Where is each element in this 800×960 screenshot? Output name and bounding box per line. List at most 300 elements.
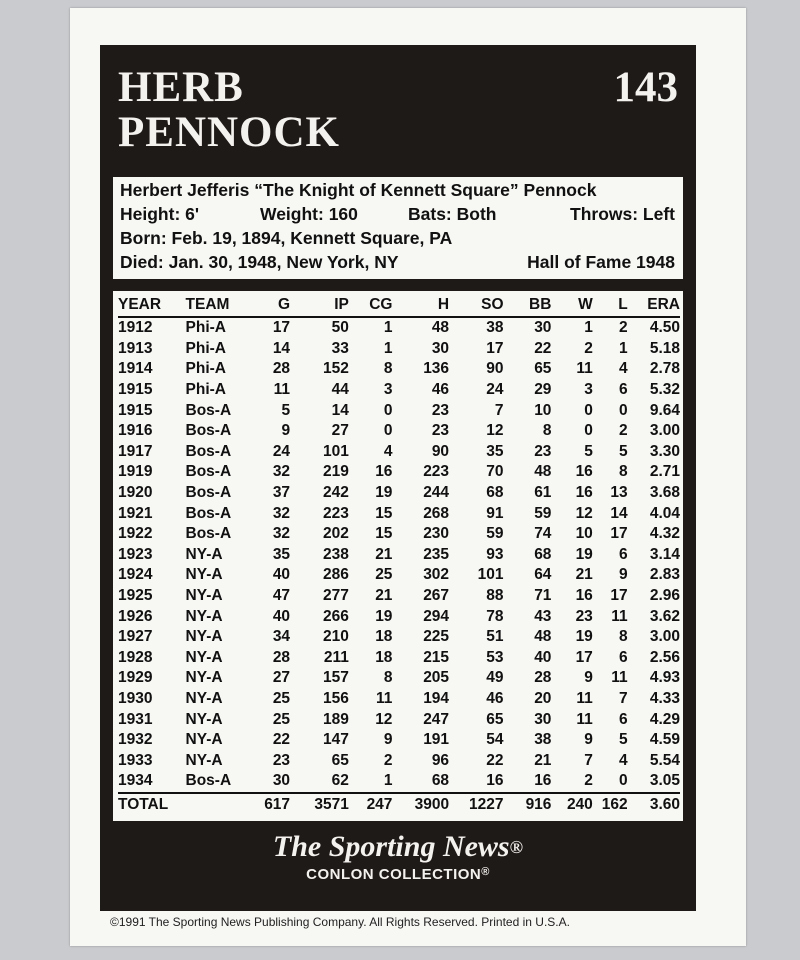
cell-h: 244	[423, 484, 450, 502]
table-row	[118, 627, 680, 648]
cell-cg: 2	[383, 751, 393, 769]
cell-l: 6	[619, 545, 628, 563]
cell-g: 25	[272, 689, 291, 707]
cell-era: 3.05	[649, 772, 680, 790]
cell-w: 17	[575, 648, 593, 666]
cell-so: 7	[494, 401, 504, 419]
cell-l: 13	[610, 484, 628, 502]
cell-g: 47	[272, 587, 291, 605]
cell-era: 2.83	[649, 566, 680, 584]
cell-ip: 219	[323, 463, 349, 481]
died-line	[120, 252, 675, 276]
first-name: HERB	[118, 64, 244, 111]
cell-team: NY-A	[185, 545, 223, 563]
col-header-ip: IP	[290, 294, 349, 317]
cell-ip: 238	[323, 545, 349, 563]
table-row	[118, 483, 680, 504]
col-header-team: TEAM	[186, 294, 251, 317]
cell-era: 4.59	[649, 731, 680, 749]
cell-team: NY-A	[185, 628, 223, 646]
vitals-line	[120, 204, 675, 228]
cell-team: Bos-A	[185, 525, 232, 543]
cell-ip: 147	[323, 731, 349, 749]
cell-ip: 210	[323, 628, 349, 646]
cell-h: 223	[423, 463, 450, 481]
cell-ip: 223	[323, 504, 349, 522]
cell-w: 16	[575, 484, 593, 502]
cell-year: 1916	[118, 422, 153, 440]
cell-so: 65	[486, 710, 504, 728]
cell-year: 1914	[118, 360, 153, 378]
cell-era: 4.29	[649, 710, 680, 728]
cell-cg: 0	[383, 422, 393, 440]
cell-so: 16	[486, 772, 504, 790]
cell-cg: 18	[375, 648, 393, 666]
cell-g: 32	[272, 463, 291, 481]
cell-w: 2	[584, 339, 593, 357]
cell-g: 25	[272, 710, 291, 728]
cell-team: NY-A	[185, 731, 223, 749]
cell-bb: 28	[534, 669, 552, 687]
cell-bb: 64	[534, 566, 552, 584]
cell-g: 35	[272, 545, 291, 563]
cell-year: 1920	[118, 484, 153, 502]
cell-g: 17	[272, 319, 291, 337]
cell-bb: 48	[534, 463, 552, 481]
cell-bb: 68	[534, 545, 552, 563]
cell-h: 136	[423, 360, 450, 378]
cell-bb: 59	[534, 504, 552, 522]
cell-w: 11	[576, 710, 593, 728]
cell-so: 70	[486, 463, 504, 481]
cell-w: 16	[575, 587, 593, 605]
cell-so: 35	[486, 442, 504, 460]
cell-team: Bos-A	[185, 401, 232, 419]
cell-l: 11	[611, 607, 628, 625]
cell-ip: 277	[323, 587, 349, 605]
cell-so: 78	[486, 607, 504, 625]
table-row	[118, 730, 680, 751]
cell-team: Bos-A	[185, 504, 232, 522]
cell-team: NY-A	[185, 669, 223, 687]
cell-year: 1917	[118, 442, 153, 460]
cell-year: 1915	[118, 381, 153, 399]
cell-cg: 21	[375, 545, 393, 563]
cell-team: Bos-A	[185, 484, 232, 502]
cell-h: 191	[423, 731, 450, 749]
cell-era: 5.18	[649, 339, 680, 357]
cell-cg: 3	[383, 381, 393, 399]
cell-w: 10	[575, 525, 593, 543]
total-so: 1227	[449, 793, 503, 816]
table-row	[118, 421, 680, 442]
collection-registered-mark: ®	[481, 866, 490, 878]
cell-year: 1921	[118, 504, 153, 522]
cell-l: 14	[610, 504, 628, 522]
cell-year: 1922	[118, 525, 153, 543]
table-row	[118, 442, 680, 463]
cell-l: 4	[619, 751, 628, 769]
cell-cg: 12	[375, 710, 393, 728]
died: Died: Jan. 30, 1948, New York, NY	[120, 252, 399, 272]
cell-era: 3.30	[649, 442, 680, 460]
cell-cg: 0	[383, 401, 393, 419]
cell-cg: 16	[375, 463, 393, 481]
collection-label: CONLON COLLECTION	[306, 866, 482, 883]
cell-team: Phi-A	[185, 381, 226, 399]
cell-team: NY-A	[185, 710, 223, 728]
cell-l: 17	[610, 587, 628, 605]
cell-ip: 50	[331, 319, 349, 337]
cell-year: 1929	[118, 669, 153, 687]
cell-team: Bos-A	[185, 442, 232, 460]
table-row	[118, 771, 680, 793]
cell-w: 1	[584, 319, 593, 337]
cell-bb: 10	[534, 401, 552, 419]
col-header-year: YEAR	[118, 294, 186, 317]
cell-so: 101	[477, 566, 504, 584]
cell-w: 21	[575, 566, 593, 584]
cell-ip: 266	[323, 607, 349, 625]
cell-cg: 1	[383, 772, 393, 790]
cell-cg: 8	[383, 669, 393, 687]
cell-cg: 15	[375, 504, 393, 522]
cell-l: 4	[619, 360, 628, 378]
cell-year: 1919	[118, 463, 153, 481]
cell-w: 11	[576, 689, 593, 707]
cell-h: 68	[431, 772, 450, 790]
cell-bb: 30	[534, 710, 552, 728]
cell-era: 2.56	[649, 648, 680, 666]
col-header-bb: BB	[504, 294, 552, 317]
cell-h: 247	[423, 710, 450, 728]
total-team	[186, 793, 251, 816]
cell-w: 9	[584, 731, 593, 749]
cell-era: 5.32	[649, 381, 680, 399]
cell-h: 46	[431, 381, 450, 399]
cell-g: 40	[272, 607, 291, 625]
table-row	[118, 750, 680, 771]
cell-g: 5	[281, 401, 291, 419]
cell-era: 2.71	[649, 463, 680, 481]
total-h: 3900	[392, 793, 449, 816]
cell-bb: 38	[534, 731, 552, 749]
cell-w: 19	[575, 628, 593, 646]
cell-so: 54	[486, 731, 504, 749]
cell-g: 24	[272, 442, 291, 460]
cell-ip: 211	[323, 648, 349, 666]
col-header-era: ERA	[628, 294, 680, 317]
cell-h: 267	[423, 587, 450, 605]
cell-w: 7	[584, 751, 593, 769]
cell-year: 1924	[118, 566, 153, 584]
cell-team: NY-A	[185, 566, 223, 584]
cell-l: 9	[619, 566, 628, 584]
cell-ip: 152	[323, 360, 349, 378]
table-row	[118, 380, 680, 401]
cell-l: 5	[619, 442, 628, 460]
cell-w: 5	[584, 442, 593, 460]
cell-ip: 33	[331, 339, 349, 357]
cell-bb: 43	[534, 607, 552, 625]
cell-team: NY-A	[185, 689, 223, 707]
col-header-g: G	[251, 294, 290, 317]
cell-cg: 9	[383, 731, 393, 749]
born-line: Born: Feb. 19, 1894, Kennett Square, PA	[120, 228, 453, 248]
cell-ip: 62	[331, 772, 349, 790]
cell-team: NY-A	[185, 587, 223, 605]
cell-bb: 29	[534, 381, 552, 399]
cell-team: NY-A	[185, 751, 223, 769]
collection-name	[100, 866, 696, 883]
cell-h: 194	[423, 689, 450, 707]
cell-l: 5	[619, 731, 628, 749]
total-w: 240	[551, 793, 592, 816]
col-header-w: W	[551, 294, 592, 317]
cell-ip: 65	[331, 751, 349, 769]
cell-cg: 19	[375, 484, 393, 502]
cell-era: 3.14	[649, 545, 680, 563]
cell-cg: 25	[375, 566, 393, 584]
cell-ip: 189	[323, 710, 349, 728]
total-l: 162	[593, 793, 628, 816]
player-name	[118, 65, 340, 155]
table-row	[118, 648, 680, 669]
cell-l: 2	[619, 422, 628, 440]
col-header-cg: CG	[349, 294, 393, 317]
cell-h: 90	[431, 442, 450, 460]
registered-mark: ®	[509, 837, 524, 857]
cell-cg: 1	[383, 319, 393, 337]
hall-of-fame: Hall of Fame 1948	[527, 252, 675, 272]
cell-h: 205	[423, 669, 450, 687]
stats-header-row	[118, 294, 680, 317]
cell-h: 230	[423, 525, 450, 543]
cell-w: 3	[584, 381, 593, 399]
cell-w: 9	[584, 669, 593, 687]
cell-bb: 74	[534, 525, 552, 543]
cell-g: 27	[272, 669, 291, 687]
cell-year: 1915	[118, 401, 153, 419]
card-frame	[100, 45, 696, 911]
last-name: PENNOCK	[118, 109, 340, 156]
cell-ip: 202	[323, 525, 349, 543]
cell-so: 46	[486, 689, 504, 707]
cell-era: 2.96	[649, 587, 680, 605]
cell-year: 1912	[118, 319, 153, 337]
cell-h: 225	[423, 628, 450, 646]
cell-g: 28	[272, 648, 291, 666]
cell-so: 24	[486, 381, 504, 399]
cell-year: 1923	[118, 545, 153, 563]
cell-so: 90	[486, 360, 504, 378]
cell-h: 235	[423, 545, 450, 563]
cell-l: 6	[619, 710, 628, 728]
table-row	[118, 400, 680, 421]
cell-w: 19	[575, 545, 593, 563]
cell-w: 23	[575, 607, 593, 625]
cell-year: 1932	[118, 731, 153, 749]
cell-g: 34	[272, 628, 291, 646]
cell-g: 32	[272, 525, 291, 543]
col-header-h: H	[392, 294, 449, 317]
cell-l: 0	[619, 772, 628, 790]
col-header-l: L	[593, 294, 628, 317]
cell-era: 3.68	[649, 484, 680, 502]
cell-team: Phi-A	[185, 360, 226, 378]
table-row	[118, 668, 680, 689]
cell-year: 1913	[118, 339, 153, 357]
footer	[100, 830, 696, 883]
cell-ip: 156	[323, 689, 349, 707]
throws: Throws: Left	[570, 204, 675, 224]
cell-bb: 61	[534, 484, 552, 502]
col-header-so: SO	[449, 294, 503, 317]
table-row	[118, 503, 680, 524]
table-row	[118, 606, 680, 627]
cell-g: 32	[272, 504, 291, 522]
total-bb: 916	[504, 793, 552, 816]
cell-cg: 8	[383, 360, 393, 378]
cell-era: 4.32	[649, 525, 680, 543]
cell-so: 93	[486, 545, 504, 563]
cell-cg: 21	[375, 587, 393, 605]
cell-bb: 8	[542, 422, 552, 440]
cell-cg: 15	[375, 525, 393, 543]
table-row	[118, 317, 680, 339]
cell-era: 4.50	[649, 319, 680, 337]
cell-w: 0	[584, 401, 593, 419]
cell-g: 37	[272, 484, 291, 502]
cell-era: 4.93	[649, 669, 680, 687]
cell-l: 11	[611, 669, 628, 687]
stats-body	[118, 317, 680, 816]
cell-bb: 65	[534, 360, 552, 378]
cell-l: 6	[619, 381, 628, 399]
cell-ip: 44	[331, 381, 349, 399]
cell-ip: 157	[323, 669, 349, 687]
table-row	[118, 359, 680, 380]
cell-year: 1926	[118, 607, 153, 625]
cell-team: Bos-A	[185, 422, 232, 440]
cell-year: 1930	[118, 689, 153, 707]
cell-bb: 30	[534, 319, 552, 337]
cell-bb: 23	[534, 442, 552, 460]
cell-cg: 4	[383, 442, 393, 460]
cell-cg: 11	[376, 689, 393, 707]
cell-l: 2	[619, 319, 628, 337]
cell-l: 8	[619, 463, 628, 481]
baseball-card	[70, 8, 746, 946]
cell-ip: 286	[323, 566, 349, 584]
cell-year: 1928	[118, 648, 153, 666]
brand-logo	[100, 830, 696, 864]
cell-g: 28	[272, 360, 291, 378]
cell-so: 51	[486, 628, 504, 646]
total-era: 3.60	[628, 793, 680, 816]
cell-era: 5.54	[649, 751, 680, 769]
cell-l: 6	[619, 648, 628, 666]
cell-bb: 21	[534, 751, 552, 769]
cell-bb: 71	[534, 587, 552, 605]
cell-so: 88	[486, 587, 504, 605]
cell-era: 3.62	[649, 607, 680, 625]
cell-h: 215	[423, 648, 450, 666]
cell-g: 40	[272, 566, 291, 584]
cell-w: 12	[575, 504, 593, 522]
stats-table	[118, 294, 680, 816]
cell-h: 96	[431, 751, 450, 769]
brand-name: The Sporting News	[272, 830, 510, 863]
cell-year: 1934	[118, 772, 153, 790]
cell-so: 22	[486, 751, 504, 769]
cell-year: 1931	[118, 710, 153, 728]
table-row	[118, 689, 680, 710]
cell-bb: 22	[534, 339, 552, 357]
cell-era: 4.33	[649, 689, 680, 707]
cell-g: 22	[272, 731, 291, 749]
cell-g: 11	[273, 381, 291, 399]
cell-team: Phi-A	[185, 339, 226, 357]
cell-h: 23	[431, 401, 450, 419]
cell-w: 11	[576, 360, 593, 378]
table-row	[118, 339, 680, 360]
table-row	[118, 565, 680, 586]
full-name: Herbert Jefferis “The Knight of Kennett Square” Pennock	[120, 180, 597, 200]
total-row	[118, 793, 680, 816]
cell-team: Bos-A	[185, 463, 232, 481]
cell-ip: 101	[323, 442, 349, 460]
cell-h: 23	[431, 422, 450, 440]
cell-ip: 14	[331, 401, 349, 419]
cell-bb: 40	[534, 648, 552, 666]
cell-so: 49	[486, 669, 504, 687]
weight: Weight: 160	[260, 204, 358, 224]
cell-h: 294	[423, 607, 450, 625]
cell-l: 7	[619, 689, 628, 707]
cell-h: 30	[431, 339, 450, 357]
cell-so: 12	[486, 422, 504, 440]
cell-bb: 20	[534, 689, 552, 707]
cell-so: 91	[486, 504, 504, 522]
stats-box	[113, 291, 683, 821]
card-number: 143	[613, 64, 678, 111]
cell-w: 2	[584, 772, 593, 790]
cell-h: 302	[423, 566, 450, 584]
cell-g: 23	[272, 751, 291, 769]
copyright: ©1991 The Sporting News Publishing Company. All Rights Reserved. Printed in U.S.A.	[110, 915, 570, 929]
cell-team: NY-A	[185, 648, 223, 666]
cell-so: 59	[486, 525, 504, 543]
cell-ip: 242	[323, 484, 349, 502]
table-row	[118, 709, 680, 730]
cell-so: 17	[486, 339, 504, 357]
cell-cg: 18	[375, 628, 393, 646]
cell-l: 8	[619, 628, 628, 646]
cell-so: 68	[486, 484, 504, 502]
cell-so: 53	[486, 648, 504, 666]
cell-g: 14	[272, 339, 291, 357]
total-g: 617	[251, 793, 290, 816]
table-row	[118, 586, 680, 607]
cell-year: 1925	[118, 587, 153, 605]
total-ip: 3571	[290, 793, 349, 816]
cell-h: 48	[431, 319, 450, 337]
cell-so: 38	[486, 319, 504, 337]
bats: Bats: Both	[408, 204, 497, 224]
cell-h: 268	[423, 504, 450, 522]
cell-team: NY-A	[185, 607, 223, 625]
